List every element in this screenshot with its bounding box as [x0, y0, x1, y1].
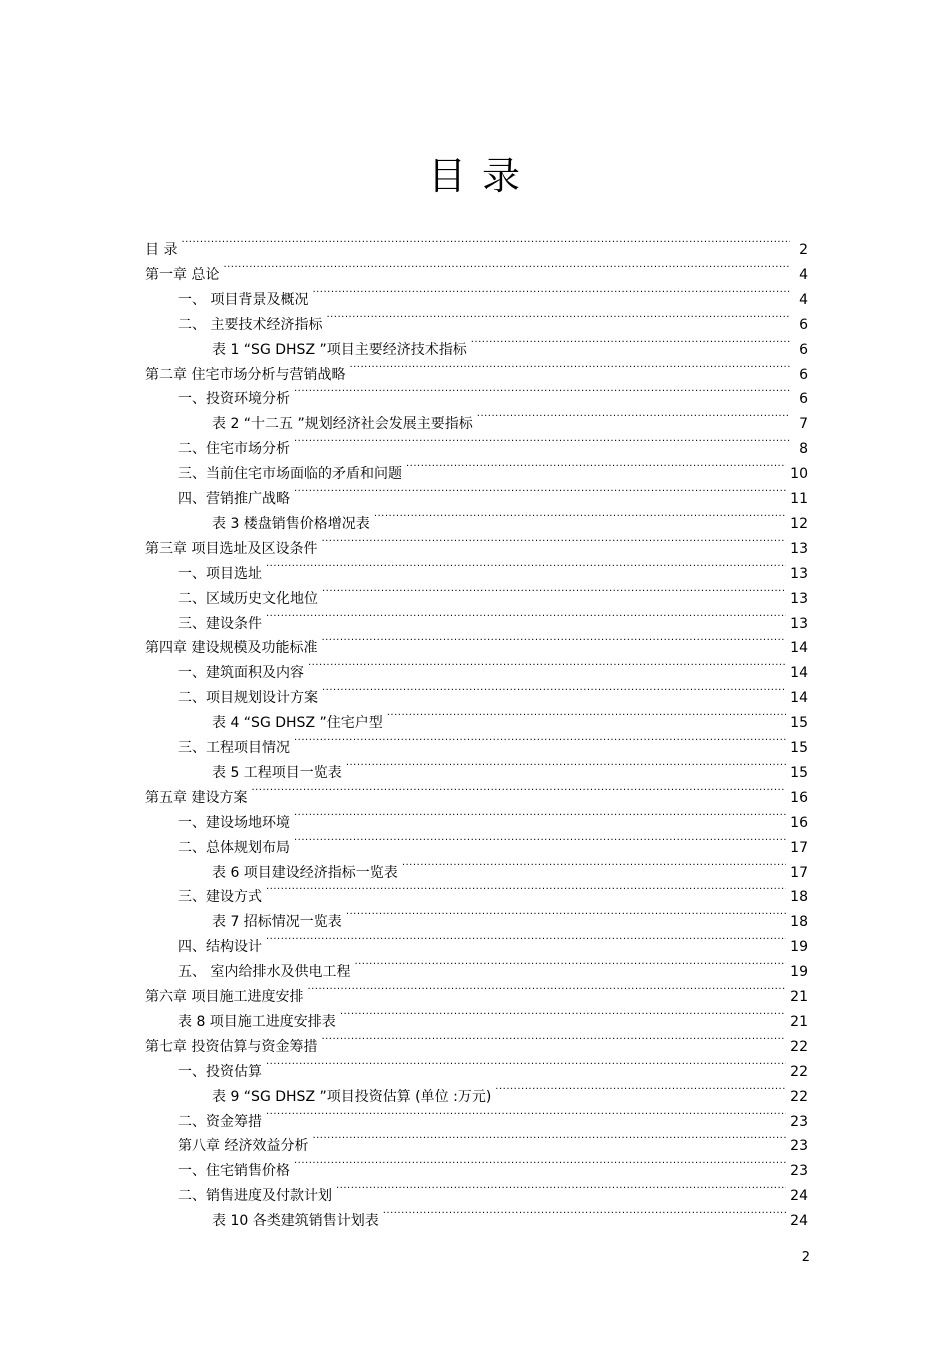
toc-dot-leader	[312, 1128, 786, 1150]
toc-entry-label: 三、建设方式	[178, 889, 262, 906]
toc-dot-leader	[354, 954, 786, 976]
toc-entry[interactable]	[145, 232, 808, 258]
toc-entry-label: 三、当前住宅市场面临的矛盾和问题	[178, 466, 402, 483]
toc-entry-label: 三、建设条件	[178, 615, 262, 632]
toc-entry-label: 第六章 项目施工进度安排	[145, 989, 304, 1005]
toc-entry-page: 19	[790, 964, 808, 981]
toc-dot-leader	[308, 655, 786, 677]
toc-entry-label: 第三章 项目选址及区设条件	[145, 540, 318, 557]
toc-dot-leader	[322, 680, 786, 702]
toc-entry-label: 表 5 工程项目一览表	[212, 764, 342, 781]
toc-entry-label: 表 7 招标情况一览表	[212, 914, 342, 931]
toc-entry[interactable]	[145, 257, 808, 283]
toc-entry-page: 6	[799, 316, 808, 333]
toc-entry-label: 五、 室内给排水及供电工程	[178, 964, 351, 981]
toc-entry-page: 14	[790, 690, 808, 707]
toc-dot-leader	[321, 531, 786, 553]
toc-dot-leader	[406, 456, 786, 478]
toc-entry-label: 第八章 经济效益分析	[178, 1138, 309, 1155]
toc-entry-page: 23	[790, 1138, 808, 1155]
toc-entry-page: 8	[799, 441, 808, 458]
toc-entry-page: 17	[790, 864, 808, 881]
toc-entry-page: 13	[790, 590, 808, 607]
toc-entry-label: 一、投资估算	[178, 1063, 262, 1080]
toc-entry[interactable]	[178, 730, 808, 756]
toc-dot-leader	[495, 1079, 786, 1101]
toc-dot-leader	[346, 904, 786, 926]
toc-entry[interactable]	[178, 805, 808, 831]
toc-entry-page: 17	[790, 839, 808, 856]
toc-entry[interactable]	[178, 655, 808, 682]
toc-entry[interactable]	[212, 755, 808, 781]
toc-entry-label: 第二章 住宅市场分析与营销战略	[145, 366, 346, 383]
toc-entry[interactable]	[178, 307, 808, 333]
toc-dot-leader	[251, 780, 786, 802]
toc-entry-page: 14	[790, 640, 808, 657]
toc-entry-page: 21	[790, 1013, 808, 1030]
toc-entry[interactable]	[145, 1029, 808, 1055]
toc-entry-label: 一、项目选址	[178, 565, 262, 582]
toc-entry-page: 22	[790, 1038, 808, 1055]
toc-entry-page: 22	[790, 1063, 808, 1080]
toc-entry[interactable]	[145, 630, 808, 657]
toc-entry[interactable]	[178, 879, 808, 906]
toc-dot-leader	[294, 730, 786, 752]
toc-dot-leader	[326, 307, 790, 329]
toc-entry-label: 四、营销推广战略	[178, 491, 290, 507]
toc-dot-leader	[346, 755, 786, 777]
toc-entry-label: 第七章 投资估算与资金筹措	[145, 1038, 318, 1055]
toc-entry-page: 15	[790, 740, 808, 756]
toc-entry-label: 一、 项目背景及概况	[178, 291, 309, 308]
toc-dot-leader	[322, 581, 786, 603]
toc-dot-leader	[477, 406, 790, 428]
toc-entry-page: 6	[799, 366, 808, 383]
toc-entry-page: 6	[799, 341, 808, 358]
toc-entry-page: 15	[790, 715, 808, 732]
toc-entry-page: 23	[790, 1113, 808, 1130]
toc-entry[interactable]	[212, 506, 808, 532]
toc-dot-leader	[294, 805, 786, 827]
toc-dot-leader	[266, 556, 786, 578]
toc-entry-label: 第四章 建设规模及功能标准	[145, 640, 318, 657]
toc-entry-page: 19	[790, 939, 808, 956]
toc-entry[interactable]	[212, 1203, 808, 1230]
toc-entry[interactable]	[178, 680, 808, 707]
toc-dot-leader	[294, 381, 790, 403]
toc-entry-label: 二、区域历史文化地位	[178, 590, 318, 607]
toc-entry-label: 四、结构设计	[178, 939, 262, 956]
toc-dot-leader	[181, 232, 790, 254]
toc-entry[interactable]	[178, 431, 808, 458]
toc-dot-leader	[387, 705, 786, 727]
toc-entry[interactable]	[178, 954, 808, 981]
toc-entry[interactable]	[178, 1128, 808, 1155]
toc-entry-label: 表 8 项目施工进度安排表	[178, 1013, 336, 1030]
toc-entry[interactable]	[178, 481, 808, 507]
toc-entry[interactable]	[178, 1004, 808, 1030]
toc-entry[interactable]	[178, 581, 808, 607]
toc-entry-page: 18	[790, 914, 808, 931]
toc-entry-label: 表 3 楼盘销售价格增况表	[212, 515, 370, 532]
toc-dot-leader	[349, 357, 790, 379]
toc-entry-page: 23	[790, 1163, 808, 1180]
toc-entry-page: 4	[799, 291, 808, 308]
toc-entry-page: 13	[790, 565, 808, 582]
toc-entry-page: 13	[790, 540, 808, 557]
toc-entry[interactable]	[178, 556, 808, 582]
toc-dot-leader	[321, 1029, 786, 1051]
toc-entry-label: 一、投资环境分析	[178, 391, 290, 408]
page-number: 2	[801, 1250, 810, 1265]
toc-entry-label: 表 10 各类建筑销售计划表	[212, 1213, 379, 1230]
toc-entry-page: 13	[790, 615, 808, 632]
toc-entry[interactable]	[178, 1153, 808, 1180]
toc-entry[interactable]	[178, 606, 808, 632]
toc-entry-page: 22	[790, 1088, 808, 1105]
toc-entry-page: 4	[799, 266, 808, 283]
toc-entry-label: 二、 主要技术经济指标	[178, 316, 323, 333]
toc-entry-label: 一、建设场地环境	[178, 814, 290, 831]
toc-dot-leader	[294, 1153, 786, 1175]
toc-entry[interactable]	[212, 705, 808, 732]
toc-entry[interactable]	[178, 282, 808, 308]
toc-entry-label: 第五章 建设方案	[145, 789, 248, 806]
toc-entry-label: 一、建筑面积及内容	[178, 665, 304, 682]
toc-entry[interactable]	[212, 406, 808, 433]
toc-dot-leader	[294, 481, 786, 503]
toc-entry-page: 2	[799, 242, 808, 258]
toc-entry[interactable]	[145, 357, 808, 383]
toc-entry-page: 7	[799, 416, 808, 433]
toc-entry[interactable]	[178, 1054, 808, 1080]
toc-entry-page: 12	[790, 515, 808, 532]
toc-entry-page: 11	[790, 491, 808, 507]
toc-dot-leader	[223, 257, 790, 279]
toc-entry[interactable]	[212, 855, 808, 881]
toc-dot-leader	[266, 1054, 786, 1076]
toc-entry-label: 二、销售进度及付款计划	[178, 1188, 332, 1205]
toc-dot-leader	[307, 979, 786, 1001]
toc-entry-label: 三、工程项目情况	[178, 740, 290, 756]
toc-entry-label: 表 6 项目建设经济指标一览表	[212, 864, 398, 881]
toc-entry-label: 目 录	[145, 242, 178, 258]
toc-entry-label: 表 1 “SG DHSZ ”项目主要经济技术指标	[212, 341, 467, 358]
toc-entry[interactable]	[212, 332, 808, 358]
toc-entry-page: 16	[790, 814, 808, 831]
toc-entry-label: 第一章 总论	[145, 266, 220, 283]
toc-entry-page: 14	[790, 665, 808, 682]
toc-entry-label: 二、项目规划设计方案	[178, 690, 318, 707]
toc-entry[interactable]	[145, 780, 808, 806]
toc-entry-label: 表 9 “SG DHSZ ”项目投资估算 (单位 :万元)	[212, 1088, 492, 1105]
toc-entry-page: 15	[790, 764, 808, 781]
toc-entry-label: 二、总体规划布局	[178, 839, 290, 856]
toc-dot-leader	[266, 606, 786, 628]
toc-entry-label: 二、资金筹措	[178, 1113, 262, 1130]
toc-entry-label: 一、住宅销售价格	[178, 1163, 290, 1180]
toc-entry[interactable]	[212, 1079, 808, 1105]
toc-entry[interactable]	[178, 381, 808, 408]
toc-entry-page: 16	[790, 789, 808, 806]
page-title: 目 录	[427, 154, 523, 198]
toc-entry-label: 表 4 “SG DHSZ ”住宅户型	[212, 715, 383, 732]
toc-entry[interactable]	[178, 929, 808, 956]
toc-dot-leader	[340, 1004, 786, 1026]
toc-dot-leader	[294, 431, 790, 453]
toc-entry[interactable]	[178, 1178, 808, 1205]
toc-entry[interactable]	[178, 456, 808, 483]
toc-dot-leader	[266, 1104, 786, 1126]
toc-entry-page: 24	[790, 1188, 808, 1205]
toc-entry[interactable]	[145, 979, 808, 1005]
toc-entry-label: 二、住宅市场分析	[178, 441, 290, 458]
toc-entry-label: 表 2 “十二五 ”规划经济社会发展主要指标	[212, 416, 473, 433]
toc-entry-page: 6	[799, 391, 808, 408]
toc-entry[interactable]	[212, 904, 808, 931]
toc-dot-leader	[312, 282, 790, 304]
toc-dot-leader	[266, 929, 786, 951]
toc-dot-leader	[294, 830, 786, 852]
toc-entry[interactable]	[178, 830, 808, 856]
toc-entry[interactable]	[145, 531, 808, 557]
toc-entry-page: 10	[790, 466, 808, 483]
toc-dot-leader	[336, 1178, 786, 1200]
toc-dot-leader	[374, 506, 786, 528]
toc-entry-page: 21	[790, 989, 808, 1005]
toc-dot-leader	[471, 332, 790, 354]
toc-dot-leader	[266, 879, 786, 901]
table-of-contents	[0, 230, 950, 1230]
toc-dot-leader	[321, 630, 786, 652]
toc-entry-page: 18	[790, 889, 808, 906]
toc-dot-leader	[402, 855, 786, 877]
toc-entry-page: 24	[790, 1213, 808, 1230]
toc-entry[interactable]	[178, 1104, 808, 1130]
toc-dot-leader	[383, 1203, 786, 1225]
